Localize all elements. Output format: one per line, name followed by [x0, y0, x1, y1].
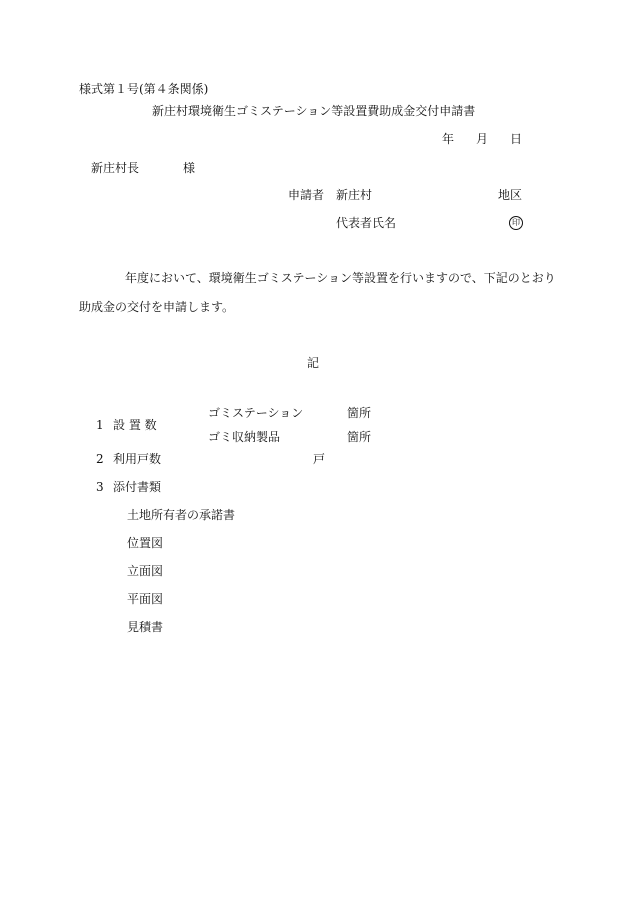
item1-row1-name: ゴミステーション	[208, 406, 304, 420]
applicant-village: 新庄村	[336, 188, 373, 202]
item2-label: 利用戸数	[113, 452, 162, 466]
item2-unit: 戸	[313, 452, 326, 466]
item1-number: 1	[96, 418, 104, 432]
doc-item: 位置図	[127, 536, 164, 550]
form-title: 新庄村環境衛生ゴミステーション等設置費助成金交付申請書	[152, 104, 476, 118]
addressee-honorific: 様	[183, 161, 196, 175]
item1-row2-name: ゴミ収納製品	[208, 430, 281, 444]
item1-row2-unit: 箇所	[347, 430, 372, 444]
date-day: 日	[510, 132, 523, 146]
body-line-2: 助成金の交付を申請します。	[79, 300, 235, 314]
doc-item: 土地所有者の承諾書	[127, 508, 236, 522]
applicant-label: 申請者	[288, 188, 325, 202]
body-line-1: 年度において、環境衛生ゴミステーション等設置を行いますので、下記のとおり	[125, 271, 556, 285]
ki-heading: 記	[307, 356, 320, 370]
doc-item: 見積書	[127, 620, 164, 634]
applicant-district: 地区	[498, 188, 523, 202]
date-month: 月	[476, 132, 489, 146]
representative-label: 代表者氏名	[336, 216, 397, 230]
addressee-name: 新庄村長	[91, 161, 140, 175]
doc-item: 立面図	[127, 564, 164, 578]
item2-number: 2	[96, 452, 104, 466]
form-number: 様式第１号(第４条関係)	[79, 82, 209, 96]
item3-number: 3	[96, 480, 104, 494]
doc-item: 平面図	[127, 592, 164, 606]
item1-label: 設 置 数	[113, 418, 157, 432]
item3-label: 添付書類	[113, 480, 162, 494]
item1-row1-unit: 箇所	[347, 406, 372, 420]
seal-mark: 印	[509, 216, 523, 230]
date-year: 年	[442, 132, 455, 146]
